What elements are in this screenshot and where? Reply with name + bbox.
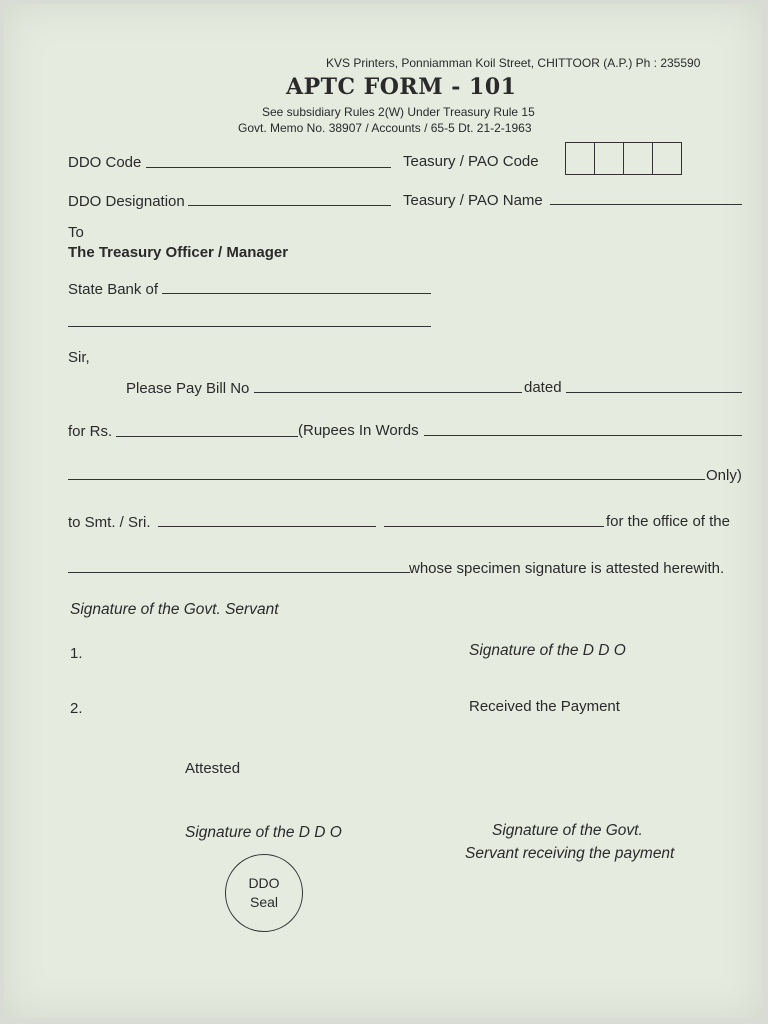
memo-line: Govt. Memo No. 38907 / Accounts / 65-5 Dt. 21-2-1963 xyxy=(238,121,532,135)
ddo-seal xyxy=(225,854,303,932)
dated-label: dated xyxy=(524,379,562,396)
to-label: To xyxy=(68,224,84,241)
code-box[interactable] xyxy=(566,143,595,174)
ddo-signature-label-right: Signature of the D D O xyxy=(469,642,626,659)
state-bank-field-2[interactable] xyxy=(68,326,431,327)
payee-name-field[interactable] xyxy=(158,526,376,527)
state-bank-field[interactable] xyxy=(162,293,431,294)
ddo-designation-field[interactable] xyxy=(188,205,391,206)
printer-line: KVS Printers, Ponniamman Koil Street, CHITTOOR (A.P.) Ph : 235590 xyxy=(326,56,701,70)
treasury-name-field[interactable] xyxy=(550,204,742,205)
dated-field[interactable] xyxy=(566,392,742,393)
office-field[interactable] xyxy=(68,572,410,573)
pay-bill-label: Please Pay Bill No xyxy=(126,380,250,397)
ddo-code-field[interactable] xyxy=(146,167,391,168)
for-office-label: for the office of the xyxy=(606,513,730,530)
only-label: Only) xyxy=(706,467,742,484)
code-box[interactable] xyxy=(595,143,624,174)
govt-servant-receiving-label-1: Signature of the Govt. xyxy=(492,822,643,839)
code-box[interactable] xyxy=(624,143,653,174)
item-2-label: 2. xyxy=(70,700,83,717)
govt-servant-receiving-label-2: Servant receiving the payment xyxy=(465,845,675,862)
ddo-signature-label-left: Signature of the D D O xyxy=(185,824,342,841)
rupees-field[interactable] xyxy=(116,436,298,437)
item-1-label: 1. xyxy=(70,645,83,662)
for-rs-label: for Rs. xyxy=(68,423,113,440)
seal-line-2: Seal xyxy=(249,894,279,910)
sir-label: Sir, xyxy=(68,349,90,366)
state-bank-label: State Bank of xyxy=(68,281,159,298)
code-box[interactable] xyxy=(653,143,681,174)
rules-line: See subsidiary Rules 2(W) Under Treasury Rule 15 xyxy=(262,105,535,119)
specimen-label: whose specimen signature is attested herewith. xyxy=(409,560,725,577)
rupees-words-label: (Rupees In Words xyxy=(298,422,419,439)
attested-label: Attested xyxy=(185,760,241,777)
treasury-code-boxes[interactable] xyxy=(565,142,682,175)
form-paper xyxy=(4,4,762,1018)
bill-no-field[interactable] xyxy=(254,392,522,393)
seal-line-1: DDO xyxy=(248,875,280,891)
form-title: APTC FORM - 101 xyxy=(286,74,517,100)
received-payment-label: Received the Payment xyxy=(469,698,620,715)
to-smt-label: to Smt. / Sri. xyxy=(68,514,151,531)
treasury-code-label: Teasury / PAO Code xyxy=(403,153,539,170)
payee-name-field-2[interactable] xyxy=(384,526,604,527)
rupees-words-field-2[interactable] xyxy=(68,479,705,480)
treasury-name-label: Teasury / PAO Name xyxy=(403,192,543,209)
govt-servant-signature-label: Signature of the Govt. Servant xyxy=(70,601,279,618)
ddo-code-label: DDO Code xyxy=(68,154,142,171)
rupees-words-field[interactable] xyxy=(424,435,742,436)
treasury-officer-label: The Treasury Officer / Manager xyxy=(68,244,289,261)
ddo-designation-label: DDO Designation xyxy=(68,193,185,210)
